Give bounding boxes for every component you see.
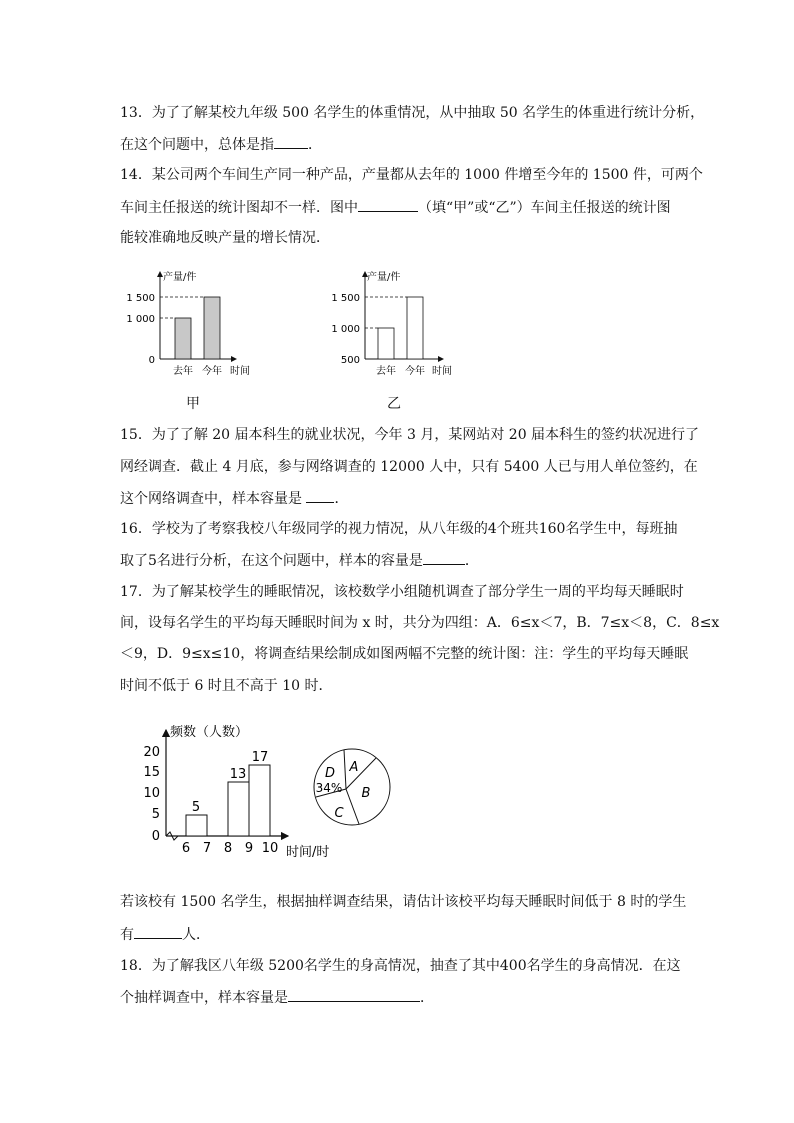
hist-y-ticks [143, 745, 160, 844]
q13-line1: 13．为了了解某校九年级 500 名学生的体重情况，从中抽取 50 名学生的体重进行统计分析， [120, 105, 705, 121]
hist-bar-8-9 [228, 782, 249, 836]
q17-answer-blank[interactable] [134, 924, 182, 939]
hist-ytick-5: 5 [151, 807, 160, 822]
sleep-pie-chart [310, 745, 394, 829]
q15-answer-blank[interactable] [306, 488, 334, 503]
q18-line2-suffix: ． [420, 990, 434, 1006]
q15-line1: 15．为了了解 20 届本科生的就业状况，今年 3 月，某网站对 20 届本科生的签约状况进行了 [120, 427, 700, 443]
jia-ytick-1500: 1 500 [126, 293, 155, 304]
pie-label-c: C [334, 806, 344, 821]
hist-xtick-9: 9 [244, 841, 254, 856]
yi-ylabel: 产量/件 [367, 272, 401, 283]
yi-ytick-1000: 1 000 [331, 324, 360, 335]
pie-label-b: B [361, 786, 371, 801]
hist-ytick-20: 20 [143, 745, 160, 760]
q18-answer-blank[interactable] [288, 987, 420, 1002]
q17-line6 [120, 924, 210, 945]
yi-ytick-1500: 1 500 [331, 293, 360, 304]
q16-line2 [120, 550, 479, 571]
q18-line1: 18．为了解我区八年级 5200名学生的身高情况，抽查了其中400名学生的身高情况．在这 [120, 958, 681, 974]
q16-line2-suffix: ． [464, 553, 479, 569]
hist-value-5: 5 [191, 800, 201, 815]
jia-xlabel-last-year: 去年 [173, 366, 193, 377]
q13-answer-blank[interactable] [274, 134, 308, 149]
chart-jia [118, 266, 268, 381]
q17-line6-prefix: 有 [120, 927, 134, 943]
hist-xlabel: 时间/时 [286, 845, 330, 860]
q14-line3: 能较准确地反映产量的增长情况． [120, 230, 330, 246]
q15-line3-suffix: ． [334, 491, 349, 507]
q14-answer-blank[interactable] [358, 197, 418, 212]
q17-line2: 间，设每名学生的平均每天睡眠时间为 x 时，共分为四组：A．6≤x＜7，B．7≤x＜8，C．8≤x [120, 615, 720, 631]
q13-line2 [120, 134, 322, 155]
q18-line2 [120, 987, 434, 1008]
jia-bar-last-year [175, 318, 191, 359]
jia-xlabel-this-year: 今年 [202, 366, 222, 377]
q14-line1: 14．某公司两个车间生产同一种产品，产量都从去年的 1000 件增至今年的 1500 件，可两个 [120, 167, 703, 183]
pie-label-d-percent: 34% [315, 781, 343, 795]
hist-xtick-10: 10 [261, 841, 279, 856]
chart-yi [325, 266, 475, 381]
q13-line2-suffix: ． [308, 137, 322, 153]
q14-line2-prefix: 车间主任报送的统计图却不一样．图中 [120, 200, 358, 216]
hist-bar-9-10 [249, 765, 270, 836]
q14-line2-suffix: （填“甲”或“乙”）车间主任报送的统计图 [418, 200, 671, 216]
q17-line3: ＜9，D．9≤x≤10，将调查结果绘制成如图两幅不完整的统计图：注：学生的平均每天睡眠 [120, 646, 689, 662]
chart-jia-caption: 甲 [186, 396, 200, 412]
q18-line2-prefix: 个抽样调查中，样本容量是 [120, 990, 288, 1006]
yi-xlabel-this-year: 今年 [405, 366, 425, 377]
q16-answer-blank[interactable] [423, 550, 465, 565]
hist-value-13: 13 [229, 767, 247, 782]
hist-bar-6-7 [186, 815, 207, 836]
chart-yi-caption: 乙 [387, 396, 401, 412]
jia-ylabel: 产量/件 [163, 272, 197, 283]
q17-line6-suffix: 人． [182, 927, 210, 943]
hist-value-17: 17 [251, 750, 269, 765]
hist-ytick-0: 0 [151, 829, 160, 844]
q15-line2: 网经调查．截止 4 月底，参与网络调查的 12000 人中，只有 5400 人已与用人单位签约，在 [120, 459, 698, 475]
jia-ytick-0: 0 [148, 355, 155, 366]
q15-line3-prefix: 这个网络调查中，样本容量是 [120, 491, 307, 507]
q13-line2-prefix: 在这个问题中，总体是指 [120, 137, 274, 153]
yi-ytick-500: 500 [340, 355, 360, 366]
hist-ytick-10: 10 [143, 786, 160, 801]
hist-xtick-7: 7 [202, 841, 212, 856]
jia-xlabel: 时间 [230, 366, 250, 377]
hist-xtick-8: 8 [223, 841, 233, 856]
jia-bar-this-year [204, 297, 220, 359]
yi-xlabel: 时间 [432, 366, 452, 377]
q14-line2 [120, 197, 671, 218]
q16-line1: 16．学校为了考察我校八年级同学的视力情况，从八年级的4个班共160名学生中，每班抽 [120, 521, 678, 537]
hist-ytick-15: 15 [143, 765, 160, 780]
q15-line3 [120, 488, 348, 509]
q16-line2-prefix: 取了5名进行分析，在这个问题中，样本的容量是 [120, 553, 423, 569]
hist-ylabel: 频数（人数） [170, 725, 249, 740]
jia-ytick-1000: 1 000 [126, 314, 155, 325]
q17-line1: 17．为了解某校学生的睡眠情况，该校数学小组随机调查了部分学生一周的平均每天睡眠时 [120, 584, 684, 600]
hist-xtick-6: 6 [181, 841, 191, 856]
yi-bar-last-year [378, 328, 394, 359]
yi-xlabel-last-year: 去年 [376, 366, 396, 377]
q17-line5: 若该校有 1500 名学生，根据抽样调查结果，请估计该校平均每天睡眠时间低于 8 时的学生 [120, 894, 687, 910]
pie-label-a: A [349, 760, 359, 775]
q17-line4: 时间不低于 6 时且不高于 10 时． [120, 678, 333, 694]
yi-bar-this-year [407, 297, 423, 359]
pie-label-d: D [324, 766, 336, 781]
